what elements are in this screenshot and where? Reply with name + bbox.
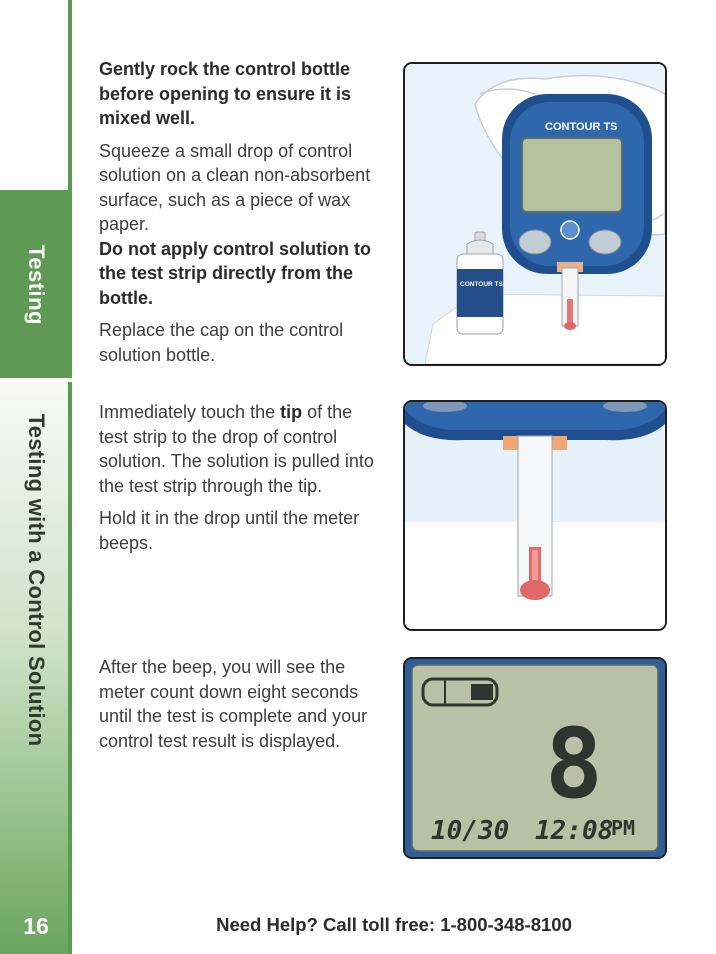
page-number: 16 <box>23 913 49 939</box>
chapter-title: Testing with a Control Solution <box>24 413 49 747</box>
step2-text-before: Immediately touch the <box>99 402 281 422</box>
lcd-ampm: PM <box>611 816 636 840</box>
meter-and-bottle-illustration <box>403 62 667 366</box>
lcd-date: 10/30 <box>431 816 510 846</box>
step1-heading: Gently rock the control bottle before opening to ensure it is mixed well. <box>99 59 352 128</box>
lcd-display-svg <box>405 659 665 857</box>
sidebar <box>0 0 72 954</box>
step2-body <box>99 400 385 498</box>
step1-text <box>99 57 385 367</box>
step2-text-after: of the test strip to the drop of control solution. The solution is pulled into the test strip through the tip. <box>99 402 374 496</box>
lcd-countdown: 8 <box>545 708 603 820</box>
chapter-tab-edge <box>68 382 72 954</box>
meter-bottle-svg <box>405 64 665 364</box>
step2-text <box>99 400 385 555</box>
strip-tip-svg <box>405 402 665 629</box>
step1-warning: Do not apply control solution to the test strip directly from the bottle. <box>99 238 371 308</box>
step3-body: After the beep, you will see the meter count down eight seconds until the test is complete and your control test result is displayed. <box>99 657 368 751</box>
strip-tip-illustration <box>403 400 667 631</box>
lcd-time: 12:08 <box>535 816 614 846</box>
step1-body: Squeeze a small drop of control solution on a clean non-absorbent surface, such as a piece of wax paper. <box>99 140 371 234</box>
lcd-display-illustration <box>403 657 667 859</box>
meter-brand: CONTOUR TS <box>545 121 618 133</box>
step3-text <box>99 655 385 753</box>
sidebar-edge <box>68 0 72 190</box>
step2-body2: Hold it in the drop until the meter beeps. <box>99 508 360 553</box>
bottle-label: CONTOUR TS <box>460 281 503 288</box>
step1-body2: Replace the cap on the control solution bottle. <box>99 320 344 365</box>
step2-tip-emphasis: tip <box>280 402 303 422</box>
section-tab-label: Testing <box>24 244 49 326</box>
help-line: Need Help? Call toll free: 1-800-348-8100 <box>216 914 572 935</box>
